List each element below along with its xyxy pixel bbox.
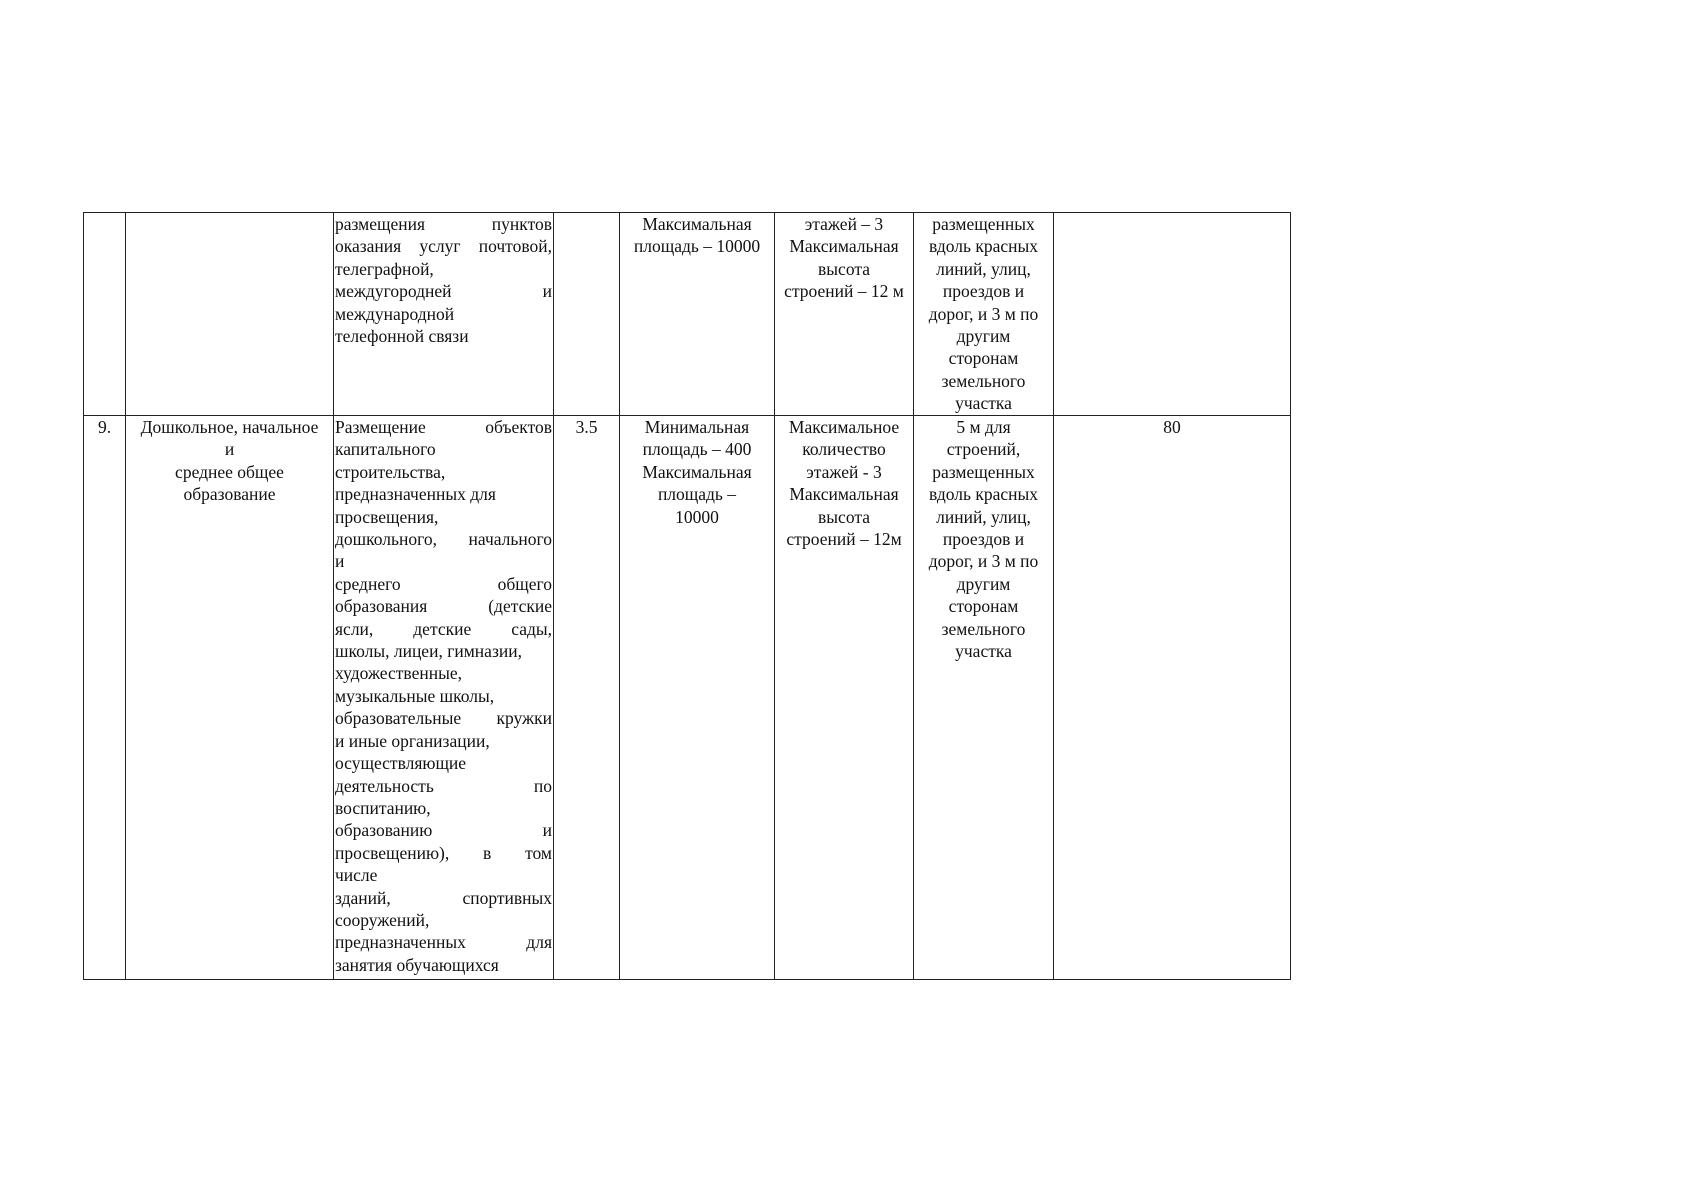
cell-text-line: сторонам bbox=[948, 348, 1019, 369]
description-line: музыкальные школы, bbox=[335, 685, 495, 706]
use-code: 3.5 bbox=[575, 417, 598, 437]
row-number: 9. bbox=[97, 417, 112, 437]
cell-text-line: Минимальная bbox=[644, 417, 750, 437]
row-number-cell bbox=[84, 213, 126, 416]
cell-text-line: участка bbox=[955, 393, 1012, 414]
description-line: просвещению), в том bbox=[335, 842, 552, 863]
cell-text-line: дорог, и 3 м по bbox=[928, 551, 1039, 572]
description-line: сооружений, bbox=[335, 909, 430, 930]
cell-text-line: количество bbox=[802, 439, 886, 460]
coverage-percent: 80 bbox=[1163, 417, 1181, 437]
description-line: образовательные кружки bbox=[335, 708, 552, 729]
use-code-cell bbox=[554, 213, 620, 416]
description-line: размещения пунктов bbox=[335, 214, 552, 234]
description-line: школы, лицеи, гимназии, bbox=[335, 641, 522, 662]
cell-text-line: вдоль красных bbox=[929, 236, 1038, 257]
cell-text-line: и bbox=[224, 439, 235, 460]
description-line: и bbox=[335, 551, 345, 572]
description-line: осуществляющие bbox=[335, 753, 467, 774]
description-line: зданий, спортивных bbox=[335, 887, 552, 908]
cell-text-line: линий, улиц, bbox=[936, 258, 1031, 279]
table-row bbox=[84, 213, 1291, 416]
description-line: художественные, bbox=[335, 663, 462, 684]
cell-text-line: Максимальная bbox=[789, 236, 899, 257]
cell-text-line: линий, улиц, bbox=[936, 506, 1031, 527]
description-line: дошкольного, начального bbox=[335, 529, 552, 550]
cell-text-line: высота bbox=[818, 506, 870, 527]
description-line: предназначенных для bbox=[335, 484, 496, 505]
cell-text-line: Дошкольное, начальное bbox=[140, 417, 319, 437]
description-line: капитального bbox=[335, 439, 436, 460]
description-line: образованию и bbox=[335, 820, 552, 841]
description-line: числе bbox=[335, 865, 378, 886]
description-line: среднего общего bbox=[335, 573, 552, 594]
cell-text-line: земельного bbox=[941, 370, 1026, 391]
cell-text-line: 5 м для bbox=[956, 417, 1011, 437]
description-line: ясли, детские сады, bbox=[335, 618, 552, 639]
description-line: телефонной связи bbox=[335, 326, 469, 347]
table-row bbox=[84, 416, 1291, 980]
description-line: предназначенных для bbox=[335, 932, 552, 953]
description-line: телеграфной, bbox=[335, 258, 434, 279]
cell-text-line: строений, bbox=[946, 439, 1021, 460]
cell-text-line: вдоль красных bbox=[929, 484, 1038, 505]
description-line: строительства, bbox=[335, 461, 446, 482]
cell-text-line: 10000 bbox=[675, 506, 719, 527]
cell-text-line: сторонам bbox=[948, 596, 1019, 617]
cell-text-line: Максимальная bbox=[642, 461, 752, 482]
description-line: международной bbox=[335, 303, 455, 324]
cell-text-line: строений – 12 м bbox=[784, 281, 904, 302]
cell-text-line: другим bbox=[956, 326, 1011, 347]
cell-text-line: площадь – 10000 bbox=[633, 236, 761, 257]
use-code-cell bbox=[554, 416, 620, 980]
cell-text-line: проездов и bbox=[942, 281, 1025, 302]
cell-text-line: проездов и bbox=[942, 529, 1025, 550]
cell-text-line: образование bbox=[183, 484, 276, 505]
cell-text-line: размещенных bbox=[932, 461, 1035, 482]
cell-text-line: этажей - 3 bbox=[806, 461, 882, 482]
cell-text-line: дорог, и 3 м по bbox=[928, 303, 1039, 324]
description-line: образования (детские bbox=[335, 596, 552, 617]
zoning-regulations-table bbox=[83, 212, 1291, 980]
cell-text-line: высота bbox=[818, 258, 870, 279]
description-line: оказания услуг почтовой, bbox=[335, 236, 552, 257]
cell-text-line: земельного bbox=[941, 618, 1026, 639]
cell-text-line: среднее общее bbox=[175, 461, 284, 482]
description-line: и иные организации, bbox=[335, 730, 490, 751]
plot-area-cell bbox=[620, 416, 775, 980]
plot-area-cell bbox=[620, 213, 775, 416]
description-line: междугородней и bbox=[335, 281, 552, 302]
cell-text-line: Максимальное bbox=[788, 417, 900, 437]
use-description-cell bbox=[334, 416, 554, 980]
cell-text-line: площадь – bbox=[657, 484, 737, 505]
cell-text-line: строений – 12м bbox=[786, 529, 902, 550]
cell-text-line: участка bbox=[955, 641, 1012, 662]
table-body bbox=[84, 213, 1291, 980]
setback-cell bbox=[914, 416, 1054, 980]
floors-height-cell bbox=[775, 416, 914, 980]
use-description-cell bbox=[334, 213, 554, 416]
setback-cell bbox=[914, 213, 1054, 416]
cell-text-line: другим bbox=[956, 573, 1011, 594]
cell-text-line: этажей – 3 bbox=[804, 214, 884, 234]
description-line: Размещение объектов bbox=[335, 417, 552, 437]
description-line: деятельность по bbox=[335, 775, 552, 796]
row-number-cell bbox=[84, 416, 126, 980]
coverage-percent-cell bbox=[1054, 213, 1291, 416]
use-name-cell bbox=[126, 213, 334, 416]
coverage-percent-cell bbox=[1054, 416, 1291, 980]
description-line: воспитанию, bbox=[335, 797, 431, 818]
cell-text-line: Максимальная bbox=[789, 484, 899, 505]
description-line: просвещения, bbox=[335, 506, 439, 527]
use-name-cell bbox=[126, 416, 334, 980]
cell-text-line: площадь – 400 bbox=[642, 439, 752, 460]
cell-text-line: размещенных bbox=[932, 214, 1035, 234]
cell-text-line: Максимальная bbox=[642, 214, 752, 234]
description-line: занятия обучающихся bbox=[335, 954, 499, 975]
floors-height-cell bbox=[775, 213, 914, 416]
